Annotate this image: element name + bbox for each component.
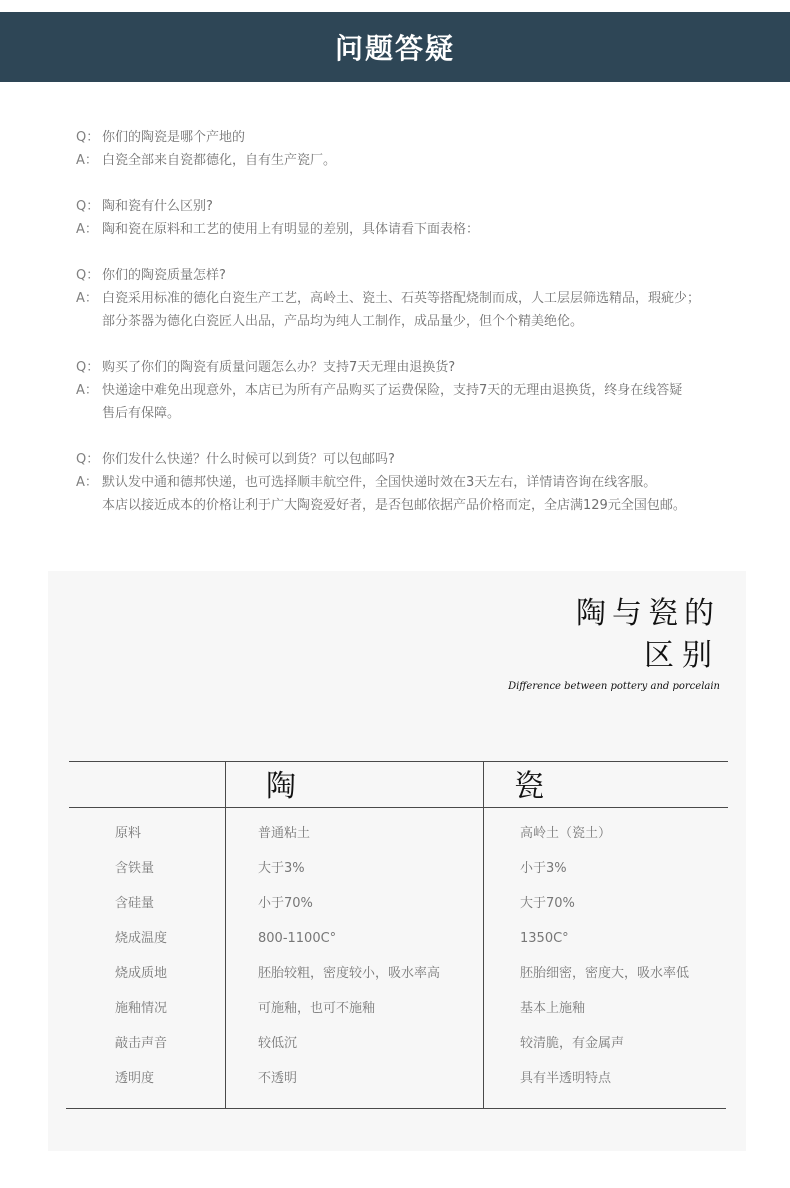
pottery-value: 大于3%: [258, 861, 305, 876]
pottery-value: 不透明: [258, 1071, 298, 1086]
faq-question: [76, 264, 756, 287]
answer-text: 快递途中难免出现意外，本店已为所有产品购买了运费保险，支持7天的无理由退换货，终身在线答疑: [102, 383, 683, 398]
row-label: 烧成质地: [115, 966, 168, 981]
faq-item: [76, 356, 756, 425]
answer-text: 白瓷采用标准的德化白瓷生产工艺，高岭土、瓷土、石英等搭配烧制而成，人工层层筛选精品，瑕疵少；: [102, 291, 701, 306]
column-header-porcelain: 瓷: [514, 769, 544, 804]
row-label: 透明度: [115, 1071, 155, 1086]
row-label: 施釉情况: [115, 1001, 168, 1016]
question-text: 购买了你们的陶瓷有质量问题怎么办？支持7天无理由退换货?: [102, 360, 456, 375]
question-text: 你们的陶瓷是哪个产地的: [102, 130, 246, 145]
porcelain-value: 基本上施釉: [520, 1001, 586, 1016]
pottery-value: 普通粘土: [258, 826, 311, 841]
porcelain-value: 小于3%: [520, 861, 567, 876]
pottery-value: 可施釉，也可不施釉: [258, 1001, 376, 1016]
row-label: 含铁量: [115, 861, 155, 876]
comparison-title-line2: 区别: [644, 638, 720, 673]
row-label: 烧成温度: [115, 931, 168, 946]
table-row: [66, 886, 728, 921]
faq-answer: [76, 218, 756, 241]
table-row: [66, 851, 728, 886]
question-text: 陶和瓷有什么区别?: [102, 199, 213, 214]
header-banner: [0, 12, 790, 82]
faq-item: [76, 195, 756, 241]
row-label: 敲击声音: [115, 1036, 168, 1051]
porcelain-value: 具有半透明特点: [520, 1071, 612, 1086]
answer-text: 默认发中通和德邦快递，也可选择顺丰航空件，全国快递时效在3天左右，详情请咨询在线客服。: [102, 475, 657, 490]
answer-prefix: A：: [76, 153, 98, 168]
faq-question: [76, 356, 756, 379]
answer-prefix: A：: [76, 291, 98, 306]
table-bottom-rule: [66, 1108, 726, 1109]
answer-prefix: A：: [76, 475, 98, 490]
table-row: [66, 921, 728, 956]
faq-answer: [76, 471, 756, 494]
table-top-rule: [69, 761, 728, 762]
faq-item: [76, 126, 756, 172]
question-prefix: Q：: [76, 452, 100, 467]
table-header-rule: [69, 807, 728, 808]
porcelain-value: 大于70%: [520, 896, 575, 911]
page-title: 问题答疑: [334, 32, 455, 65]
porcelain-value: 高岭土（瓷土）: [520, 826, 612, 841]
faq-item: [76, 448, 756, 517]
table-row: [66, 956, 728, 991]
faq-answer: [76, 379, 756, 402]
table-row: [66, 1026, 728, 1061]
faq-section: [76, 126, 756, 540]
table-row: [66, 816, 728, 851]
pottery-value: 小于70%: [258, 896, 313, 911]
answer-continuation: 部分茶器为德化白瓷匠人出品，产品均为纯人工制作，成品量少，但个个精美绝伦。: [102, 314, 584, 329]
question-text: 你们的陶瓷质量怎样?: [102, 268, 226, 283]
pottery-value: 800-1100C°: [258, 931, 337, 946]
faq-answer: [76, 287, 756, 310]
comparison-subtitle: Difference between pottery and porcelain: [508, 681, 720, 692]
table-row: [66, 1061, 728, 1096]
question-prefix: Q：: [76, 360, 100, 375]
comparison-title-line1: 陶与瓷的: [576, 596, 720, 631]
comparison-table: [66, 761, 728, 1109]
question-prefix: Q：: [76, 130, 100, 145]
faq-question: [76, 195, 756, 218]
answer-continuation: 售后有保障。: [102, 406, 181, 421]
answer-prefix: A：: [76, 383, 98, 398]
comparison-panel: [48, 571, 746, 1151]
porcelain-value: 1350C°: [520, 931, 569, 946]
row-label: 含硅量: [115, 896, 155, 911]
pottery-value: 较低沉: [258, 1036, 298, 1051]
comparison-title: [508, 594, 720, 694]
faq-question: [76, 126, 756, 149]
answer-continuation: 本店以接近成本的价格让利于广大陶瓷爱好者，是否包邮依据产品价格而定，全店满129元全国包邮。: [102, 498, 686, 513]
answer-text: 陶和瓷在原料和工艺的使用上有明显的差别，具体请看下面表格：: [102, 222, 480, 237]
porcelain-value: 较清脆，有金属声: [520, 1036, 625, 1051]
answer-prefix: A：: [76, 222, 98, 237]
pottery-value: 胚胎较粗，密度较小，吸水率高: [258, 966, 441, 981]
faq-question: [76, 448, 756, 471]
column-header-pottery: 陶: [266, 769, 296, 804]
table-row: [66, 991, 728, 1026]
porcelain-value: 胚胎细密，密度大，吸水率低: [520, 966, 690, 981]
answer-text: 白瓷全部来自瓷都德化，自有生产瓷厂。: [102, 153, 337, 168]
question-prefix: Q：: [76, 199, 100, 214]
row-label: 原料: [115, 826, 142, 841]
faq-answer: [76, 149, 756, 172]
question-prefix: Q：: [76, 268, 100, 283]
faq-item: [76, 264, 756, 333]
question-text: 你们发什么快递？什么时候可以到货？可以包邮吗?: [102, 452, 395, 467]
